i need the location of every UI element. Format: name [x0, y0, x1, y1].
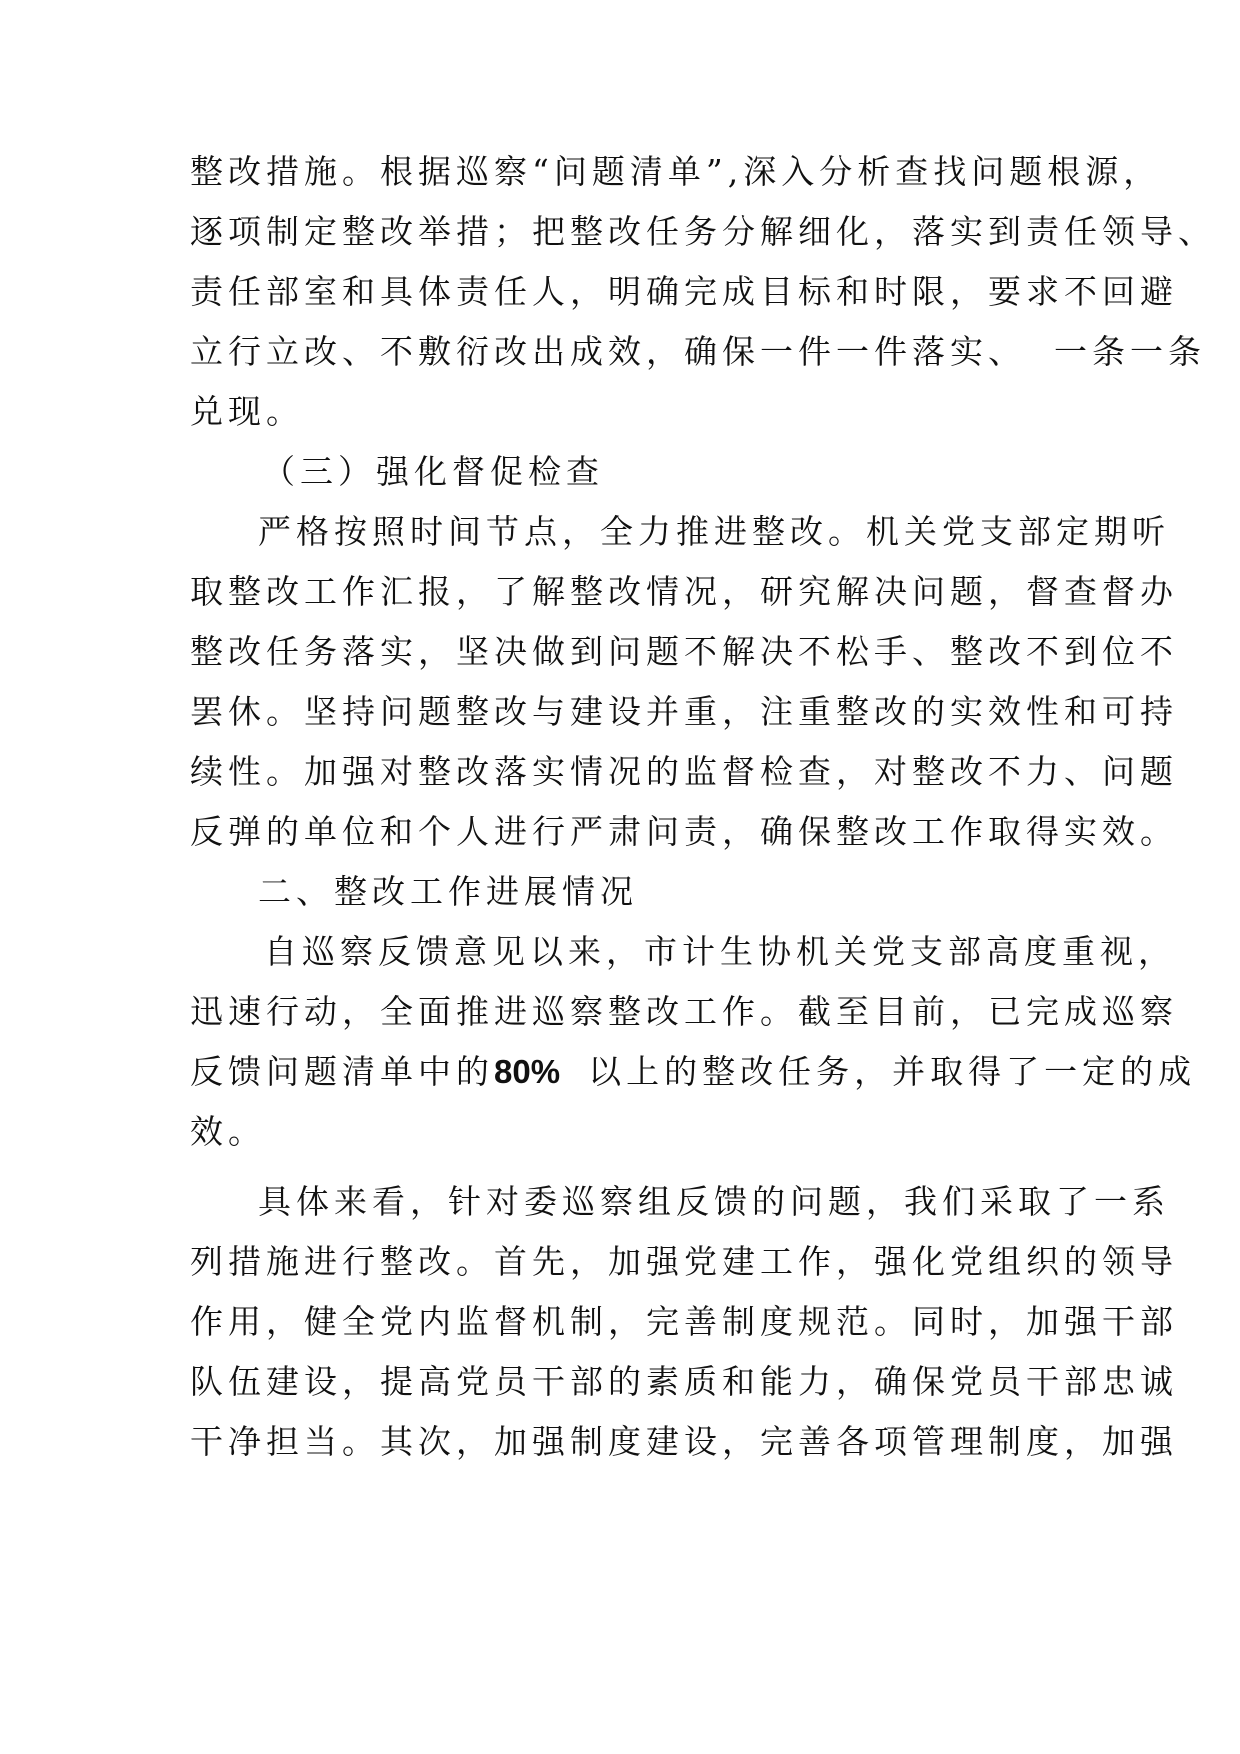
body-text-line: [190, 332, 1206, 372]
body-text-line: 效。: [190, 1112, 266, 1151]
body-text-line: 责任部室和具体责任人，明确完成目标和时限，要求不回避: [190, 272, 1178, 311]
body-text-line: [190, 1052, 1197, 1092]
body-text-line: 反弹的单位和个人进行严肃问责，确保整改工作取得实效。: [190, 812, 1178, 851]
body-text-line: 兑现。: [190, 392, 304, 431]
body-text-line: 取整改工作汇报，了解整改情况，研究解决问题，督查督办: [190, 572, 1178, 611]
body-text-line: 逐项制定整改举措；把整改任务分解细化，落实到责任领导、: [190, 212, 1216, 251]
paragraph-first-line: 自巡察反馈意见以来，市计生协机关党支部高度重视，: [264, 932, 1176, 971]
body-text-line: 列措施进行整改。首先，加强党建工作，强化党组织的领导: [190, 1242, 1178, 1281]
body-text-line: 干净担当。其次，加强制度建设，完善各项管理制度，加强: [190, 1422, 1178, 1461]
text-segment: 立行立改、不敷衍改出成效，确保一件一件落实、: [190, 332, 1026, 371]
text-segment: 以上的整改任务，并取得了一定的成: [588, 1052, 1197, 1091]
body-text-line: 整改措施。根据巡察“问题清单”,深入分析查找问题根源，: [190, 152, 1162, 191]
body-text-line: 罢休。坚持问题整改与建设并重，注重整改的实效性和可持: [190, 692, 1178, 731]
body-text-line: 迅速行动，全面推进巡察整改工作。截至目前，已完成巡察: [190, 992, 1178, 1031]
paragraph-first-line: 严格按照时间节点，全力推进整改。机关党支部定期听: [258, 512, 1170, 551]
section-heading: （三）强化督促检查: [262, 452, 604, 491]
percentage-value: 80%: [494, 1053, 561, 1090]
body-text-line: 整改任务落实，坚决做到问题不解决不松手、整改不到位不: [190, 632, 1178, 671]
paragraph-first-line: 具体来看，针对委巡察组反馈的问题，我们采取了一系: [258, 1182, 1170, 1221]
body-text-line: 队伍建设，提高党员干部的素质和能力，确保党员干部忠诚: [190, 1362, 1178, 1401]
text-segment: 反馈问题清单中的: [190, 1052, 494, 1091]
body-text-line: 作用，健全党内监督机制，完善制度规范。同时，加强干部: [190, 1302, 1178, 1341]
text-segment: 一条一条: [1054, 332, 1206, 371]
body-text-line: 续性。加强对整改落实情况的监督检查，对整改不力、问题: [190, 752, 1178, 791]
section-heading: 二、整改工作进展情况: [258, 872, 638, 911]
